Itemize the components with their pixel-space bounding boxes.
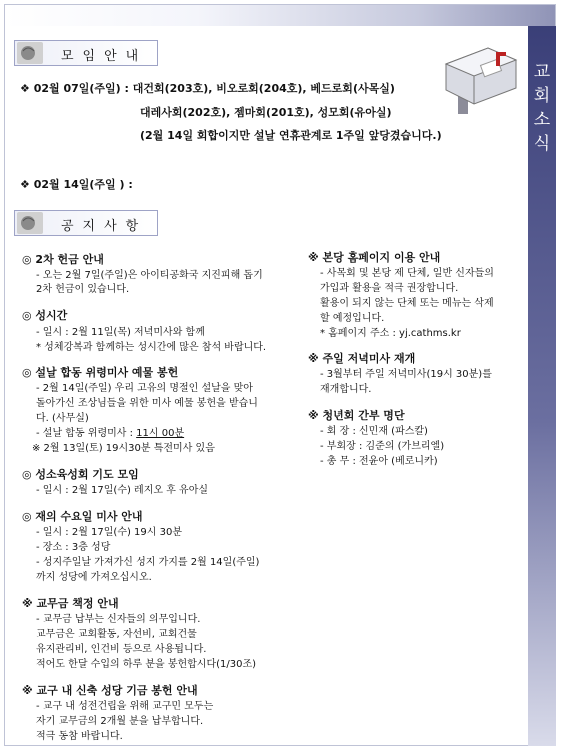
side-title-char: 교 [533, 62, 551, 82]
notice-line: 가입과 활용을 적극 권장합니다. [320, 283, 459, 294]
notice-line: 다. (사무실) [36, 413, 89, 424]
notice-line: - 총 무 : 전윤아 (베로니카) [320, 456, 438, 467]
notice-line: - 일시 : 2월 11일(목) 저녁미사와 함께 [36, 327, 205, 338]
notice-title: ◎ 재의 수요일 미사 안내 [22, 510, 143, 523]
notice-line: 유지관리비, 인건비 등으로 사용됩니다. [36, 644, 207, 655]
notice-title: ※ 주일 저녁미사 재개 [308, 352, 416, 365]
meeting-line: 대레사회(202호), 젬마회(201호), 성모회(유아실) [140, 106, 392, 119]
notice-line [36, 424, 184, 439]
notice-title: ◎ 설날 합동 위령미사 예물 봉헌 [22, 366, 179, 379]
notice-line: - 회 장 : 신민재 (파스칼) [320, 426, 428, 437]
face-icon [17, 42, 43, 64]
notice-line: 돌아가신 조상님들을 위한 미사 예물 봉헌을 받습니 [36, 398, 258, 409]
deadline-label: - 설날 합동 위령미사 : [36, 428, 137, 439]
notice-line: - 일시 : 2월 17일(수) 레지오 후 유아실 [36, 485, 209, 496]
face-icon [17, 212, 43, 234]
notice-line: 교무금은 교회활동, 자선비, 교회건물 [36, 629, 197, 640]
meeting-line: ❖ 02월 14일(주일 ) : [20, 178, 133, 191]
notice-line: * 홈페이지 주소 : yj.cathms.kr [320, 328, 461, 339]
meeting-header [14, 40, 158, 66]
notice-line: * 성체강복과 함께하는 성시간에 많은 참석 바랍니다. [36, 342, 267, 353]
notice-line: - 사목회 및 본당 제 단체, 일반 신자들의 [320, 268, 494, 279]
notice-line: - 일시 : 2월 17일(수) 19시 30분 [36, 527, 183, 538]
notice-line: - 장소 : 3층 성당 [36, 542, 111, 553]
notice-line: - 2월 14일(주일) 우리 고유의 명절인 설날을 맞아 [36, 383, 253, 394]
meeting-header-title: 모임안내 [61, 49, 148, 64]
notice-line: - 성지주일날 가져가신 성지 가지를 2월 14일(주일) [36, 557, 260, 568]
notice-line: 2차 헌금이 있습니다. [36, 284, 130, 295]
notice-title: ※ 교무금 책정 안내 [22, 597, 119, 610]
notice-header-title: 공지사항 [61, 219, 148, 234]
notice-line: ※ 2월 13일(토) 19시30분 특전미사 있음 [32, 443, 215, 454]
notice-line: 적어도 한달 수입의 하루 분을 봉헌합시다(1/30조) [36, 659, 257, 670]
side-title-char: 식 [533, 134, 551, 154]
notice-line: 할 예정입니다. [320, 313, 385, 324]
notice-title: ※ 청년회 간부 명단 [308, 409, 405, 422]
notice-title: ◎ 성소육성회 기도 모임 [22, 468, 139, 481]
notice-line: - 부회장 : 김준의 (가브리엘) [320, 441, 445, 452]
notice-title: ◎ 2차 헌금 안내 [22, 253, 104, 266]
notice-title: ※ 교구 내 신축 성당 기금 봉헌 안내 [22, 684, 198, 697]
notice-title: ◎ 성시간 [22, 309, 68, 322]
notice-line: 까지 성당에 가져오십시오. [36, 572, 152, 583]
meeting-line: (2월 14일 회합이지만 설날 연휴관계로 1주일 앞당겼습니다.) [140, 129, 442, 142]
notice-line: - 3월부터 주일 저녁미사(19시 30분)를 [320, 369, 492, 380]
notice-line: 적극 동참 바랍니다. [36, 731, 123, 742]
mailbox-icon [438, 34, 524, 120]
notice-line: 재개합니다. [320, 384, 372, 395]
notice-line: - 교구 내 성전건립을 위해 교구민 모두는 [36, 701, 214, 712]
deadline-value: 11시 00분 [136, 428, 185, 439]
notice-header [14, 210, 158, 236]
notice-line: - 교무금 납부는 신자들의 의무입니다. [36, 614, 201, 625]
side-title-char: 소 [533, 110, 551, 130]
side-title-char: 회 [533, 86, 551, 106]
side-title [528, 60, 556, 156]
notice-title: ※ 본당 홈페이지 이용 안내 [308, 251, 441, 264]
notice-line: 활용이 되지 않는 단체 또는 메뉴는 삭제 [320, 298, 494, 309]
notice-line: 자기 교무금의 2개월 분을 납부합니다. [36, 716, 204, 727]
notice-line: - 오는 2월 7일(주일)은 아이티공화국 지진피해 돕기 [36, 270, 263, 281]
meeting-line: ❖ 02월 07일(주일) : 대건회(203호), 비오로회(204호), 베드로회(사목실) [20, 82, 395, 95]
